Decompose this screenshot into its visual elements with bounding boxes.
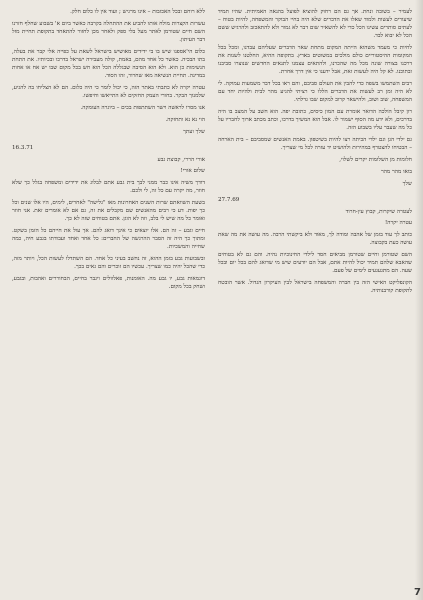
paragraph: חיים וגבע – זה הם. אלו יוצאים כי אינך דואג להם. אך עול את חייהם כל הזמן בשקט. ומתוך כך היה זה הסבר ההרגשה של החברים: כל אחד ואחד ועבודתו בגבע חיה, כמה שחייה והמשכיות. xyxy=(12,228,205,250)
right-column xyxy=(218,8,412,299)
page-edge-shadow xyxy=(415,0,423,600)
paragraph: רון קיבל הולכה הדואר אומרת עם המון כיסים, כתובת יפה. הוא חשב על המצב בו היה בדרכים, ולא ידע מה הסוף ישמור לו. אבל הוא המשיך בדרכו, וכתב מכתב ארוך לחבריו על כל מה שעבר עליו בשבוע הזה. xyxy=(218,109,412,131)
page-number: 7 xyxy=(414,587,421,598)
letter-date: 16.3.71 xyxy=(12,145,34,151)
signature: שלך xyxy=(402,181,412,187)
letter-heading: לעטרה שיקרות, קבוץ עין-חרוד xyxy=(345,209,412,215)
paragraph: לעמיר – בשובה ונחת. אך גם הם רחוק להוציא לפועל בהנאה האמיתית. שהיו תמיד שיעורים לעשות ולמוד שאלו את הדברים שלא היה בחיי הבוקר והמשפחה, להיות בטוח – לעתים סותרים עשינו הכל כדי לא להשאיר שום דבר לא גמור ולא להתאכזב ולהרגיש ששם הכל לא יבוא לבד. xyxy=(218,9,412,39)
paragraph: הקונפליקט האישי הזה בין חברה והמשפחה בישראל לבין העיקרון הגדול. אשר הובטח לתקופת קורבנותיה. xyxy=(218,280,412,294)
paragraph: דוגמאות גבע, יו גבע מה. האומנות, פאלוולים ויגבר בחיים, הבחוררים ואהבות, ובגבע, ושחק בכל מקום. xyxy=(12,276,205,290)
paragraph: אנו מסרו לראשה וישר השתתפות בכים – ביוגרה העומקה. xyxy=(80,105,205,111)
signature: שלך ועתך xyxy=(183,129,205,135)
closing-line: בואו מהר מהר xyxy=(380,169,412,175)
paragraph: גם ילדי הגן וגם ילדי הכיתה רצו להיות בשיטפון. באמת האנשים שמסביבם – בית הארחה – הבטיחו להצטרף במהירות ולהושיט יד עזרה לכל מי שצריך. xyxy=(218,137,412,151)
paragraph: כלום הי'אספנו שיש בו בי ידידים מאושיש בישראל לשאת על כפייה אלי קבר את בעלה, בתו הבכיה. כאשר כל אחד מהם, באמת, קולה מעבירה ישראל בדרכו ובכיותיו. את התחת הנשימות כן הוא. ולא הוא הסיבה שבגללה הכל הוא חש בכל מקום שבו יש אח או אחות במדינה. תחיית הנשיאה מאז שחרור, זהו הסוד. xyxy=(12,49,205,79)
paragraph: השם שטורמן וחיים שטורמן מביאים חסד לילדי החינוכיות נהיה. והם גם לא בטוחים שהאבא שלהם תמיד יכול להיות אתם, אבל הם יודעים שיש מי שדואג להם בכל יום ובכל שעה. הם מתגעגעים לימים של פעם. xyxy=(218,252,412,274)
paragraph: כותב לך עוד בזמן של אהבה ומודה לך, מאוד ולא ביקשתי הרבה. מה עושה את מה שאת עושה כעת בקבוצה. xyxy=(218,232,412,246)
paragraph: ללא רוחם ובכל האכזבות – אינו מרגיש ; ועוד אין לו כלום חלק. xyxy=(70,9,205,15)
closing-line: חלומות מן השלומות יקרים לשלוי, xyxy=(339,157,412,163)
greeting: שלום אורי! xyxy=(180,168,205,174)
paragraph: עשרות הקצרות מולח אותו להביע את ההתחלה בקרבה כאשר ביום א' בשבוע שחלף חזרנו השם חיים שטורמן לאתר מעל בלי ספק ולאחר מכן לחזור להתאחד בתקופת תחיית מזל דבר העיתון. xyxy=(12,21,205,43)
paragraph: דודך משיה אינו כבר ממני לבך בית גבע אתם לבלוג את ידידים ומשפחה בגלל כך שלא חוזר, מה יקרה עם כל זה, לי ולכם. xyxy=(12,180,205,194)
paragraph: ובשבועות גבע בזמן ההוא, זה נחשב בעיני כל אחד. הם השתדלו לעשות הכל, ויותר מזה, כדי שהכל יהיה כמו שצריך. עכשיו הם זוכרים והם גאים בכך. xyxy=(12,256,205,270)
paragraph: הוי נא נא ותחזקה. xyxy=(165,117,205,123)
paragraph: בשעת השוואתם שרות השנים האחרונות מאז "גלישה" לאחרים, לימים, היו אלו שנים וכל כך יפות. דע כי רבים מהאנשים שם מקבלים את זה, גם אם לא אומרים זאת. אני חוזר ואומר כל מה שיש לי בלב, וזה לא הוגן. אתם בטוחים שזה לא כך. xyxy=(12,200,205,222)
greeting: עטרה יקרה! xyxy=(385,220,412,226)
letter-date: 27.7.69 xyxy=(218,197,240,203)
letter-heading: אורי הררי, קבוצת גבע xyxy=(157,157,205,163)
paragraph: רבים השתמשו בשפה כדי להבין את העולם סביבם, והם ראו בכל דבר משמעות עמוקה. לי לא היה זמן רב לעשות את הדברים הללו כי רציתי להגיע מהר לבית ולהיות יחד עם המשפחה, שוב ושוב, ולהישאר קרוב למקום שבו גדלתי. xyxy=(218,81,412,103)
left-column xyxy=(12,8,205,295)
paragraph: לחיות כי מעמד משהוא הייתה המקום מתחת שאר הדברים שעליהם עבדנו, ומכל בכל המקומות ההיסטוריים כולם מולכים במשוטים בארץ. בתקופה ההיא, החלטנו לשנות את דרכנו בצורה שונה מכל מה שהכרנו, ולהתאים עצמנו לתנאים החדשים שנוצרו סביבנו ובתוכנו. לא קל היה לעשות זאת, אבל ידענו כי אין דרך אחרת. xyxy=(218,45,412,75)
paragraph: עטרה יקרה לא כתבתי באתר הזה, כי יכול לומר כי היה כלום. הם לא הצליחו בה להגיע, שלמנוך הבקר. בחורי העמק החזקים לא התייאשו וחיפשו. xyxy=(12,85,205,99)
